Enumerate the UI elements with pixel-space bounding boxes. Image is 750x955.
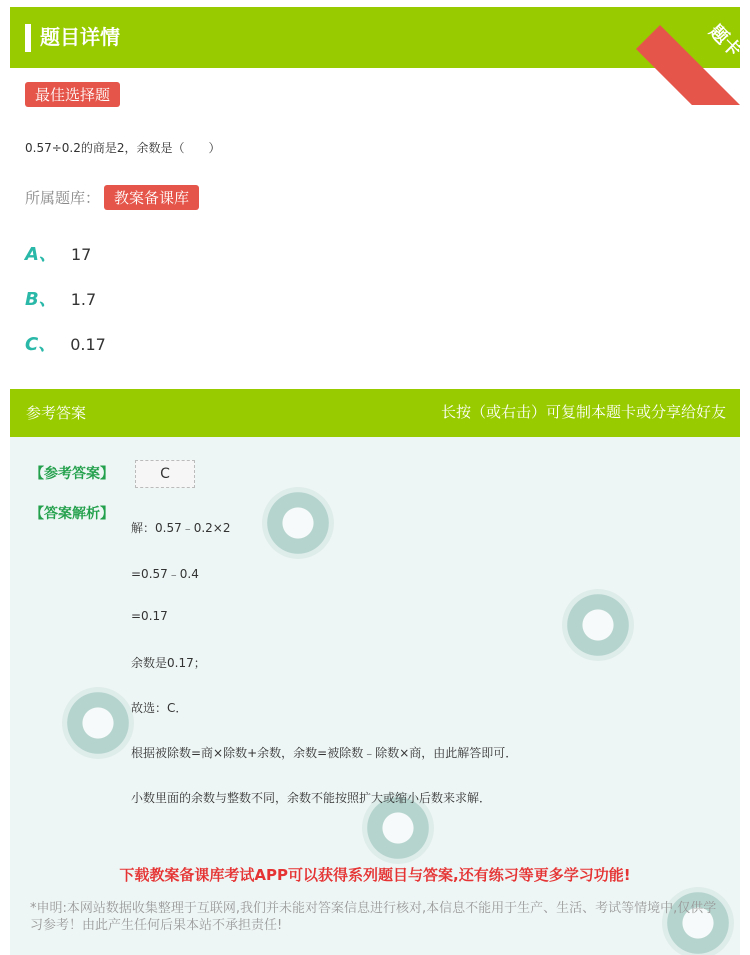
header-accent-bar (25, 24, 31, 52)
option-value: 17 (70, 245, 92, 264)
question-text: 0.57÷0.2的商是2，余数是（ ） (25, 141, 221, 155)
explanation-line: 故选：C． (131, 701, 188, 715)
answer-header (10, 389, 740, 437)
detail-header (10, 7, 746, 68)
explanation-label: 【答案解析】 (30, 506, 114, 522)
source-tag[interactable]: 教案备课库 (104, 185, 199, 210)
watermark-logo-icon (262, 487, 334, 559)
corner-ribbon (620, 5, 750, 105)
source-label: 所属题库： (25, 189, 101, 207)
option-letter: C、 (25, 334, 57, 355)
question-source (25, 185, 199, 210)
explanation-line: 余数是0.17； (131, 656, 206, 670)
watermark-logo-icon (562, 589, 634, 661)
explanation-line: =0.57﹣0.4 (131, 567, 199, 581)
watermark-logo-icon (62, 687, 134, 759)
explanation-line: 解：0.57﹣0.2×2 (131, 521, 231, 535)
question-type-badge (25, 82, 120, 107)
option-letter: B、 (25, 289, 57, 310)
explanation-line: =0.17 (131, 609, 168, 623)
option-c[interactable] (25, 330, 106, 356)
answer-label: 【参考答案】 (30, 466, 114, 482)
app-promo-link[interactable]: 下载教案备课库考试APP可以获得系列题目与答案,还有练习等更多学习功能! (119, 866, 631, 884)
copy-hint: 长按（或右击）可复制本题卡或分享给好友 (440, 403, 726, 421)
option-value: 0.17 (70, 335, 106, 354)
answer-section-title: 参考答案 (26, 404, 87, 422)
option-letter: A、 (25, 244, 57, 265)
answer-value: C (135, 460, 195, 488)
option-value: 1.7 (70, 290, 97, 309)
option-b[interactable] (25, 285, 96, 311)
option-a[interactable] (25, 240, 91, 266)
page-title: 题目详情 (40, 25, 120, 49)
question-type-label: 最佳选择题 (25, 82, 120, 107)
explanation-line: 小数里面的余数与整数不同，余数不能按照扩大或缩小后数来求解． (131, 791, 492, 805)
ribbon-label: 题卡 (704, 20, 746, 62)
answer-body (10, 437, 740, 955)
explanation-line: 根据被除数=商×除数+余数，余数=被除数﹣除数×商，由此解答即可． (131, 746, 518, 760)
disclaimer-text: *申明:本网站数据收集整理于互联网,我们并未能对答案信息进行核对,本信息不能用于生产、生活、考试等情境中,仅供学习参考！由此产生任何后果本站不承担责任! (30, 901, 717, 933)
